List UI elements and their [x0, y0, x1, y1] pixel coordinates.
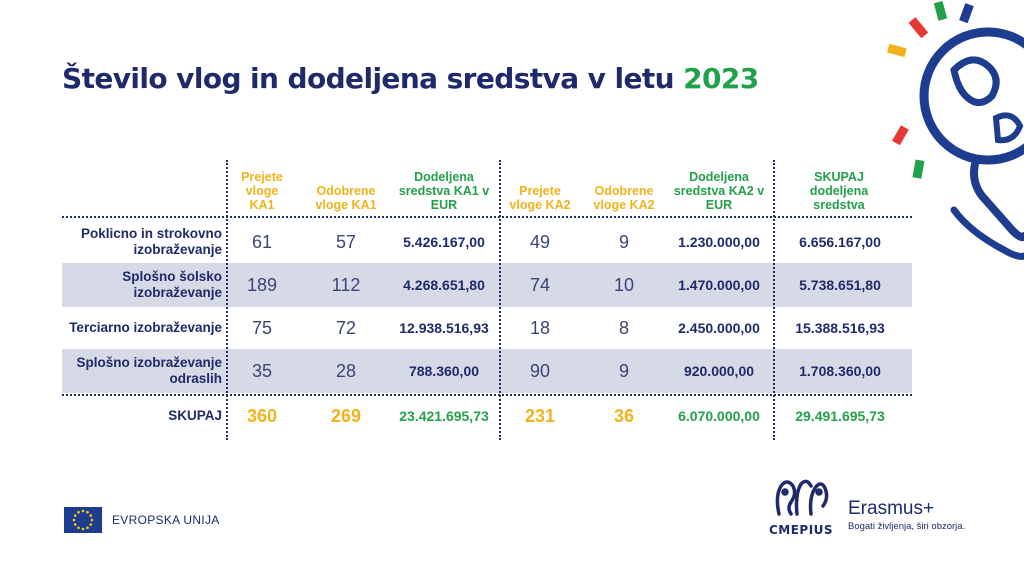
column-divider — [773, 160, 775, 440]
cmepius-wordmark: CMEPIUS — [768, 523, 834, 537]
page-title — [62, 62, 759, 95]
total-cell: 29.491.695,73 — [795, 408, 885, 424]
cmepius-figures-icon — [771, 474, 831, 518]
total-cell: 6.070.000,00 — [678, 408, 760, 424]
cell: 8 — [618, 317, 629, 338]
cell: 9 — [618, 231, 629, 252]
cell: 10 — [613, 274, 635, 295]
total-label: SKUPAJ — [168, 408, 222, 423]
row-label: Terciarno izobraževanje — [69, 320, 222, 335]
total-cell: 23.421.695,73 — [399, 408, 489, 424]
col-header-skupaj: SKUPAJ dodeljena sredstva — [809, 170, 869, 212]
cell: 57 — [335, 231, 357, 252]
cell: 1.470.000,00 — [678, 277, 760, 293]
table-row — [62, 306, 912, 350]
cell: 1.708.360,00 — [799, 363, 881, 379]
cell: 5.426.167,00 — [403, 234, 485, 250]
cell: 5.738.651,80 — [799, 277, 881, 293]
cell: 4.268.651,80 — [403, 277, 485, 293]
cell: 28 — [335, 360, 357, 381]
col-header-odobrene-ka1: Odobrene vloge KA1 — [315, 184, 377, 212]
table-row — [62, 349, 912, 393]
total-cell: 360 — [246, 405, 278, 426]
col-header-prejete-ka2: Prejete vloge KA2 — [509, 184, 571, 212]
cell: 72 — [335, 317, 357, 338]
total-cell: 269 — [330, 405, 362, 426]
total-cell: 231 — [524, 405, 556, 426]
column-divider — [499, 160, 501, 440]
cell: 1.230.000,00 — [678, 234, 760, 250]
cell: 90 — [529, 360, 551, 381]
total-cell: 36 — [613, 405, 635, 426]
row-label: Splošno šolsko izobraževanje — [122, 269, 222, 300]
cell: 75 — [251, 317, 273, 338]
cell: 15.388.516,93 — [795, 320, 885, 336]
col-header-prejete-ka1: Prejete vloge KA1 — [241, 170, 283, 212]
column-divider — [226, 160, 228, 440]
cell: 2.450.000,00 — [678, 320, 760, 336]
title-year: 2023 — [683, 62, 759, 95]
erasmus-name: Erasmus+ — [848, 498, 935, 519]
table-row — [62, 263, 912, 307]
cell: 74 — [529, 274, 551, 295]
row-label: Splošno izobraževanje odraslih — [76, 355, 222, 386]
erasmus-logo — [848, 498, 965, 532]
header-divider — [62, 216, 912, 218]
erasmus-slogan: Bogati življenja, širi obzorja. — [848, 521, 966, 532]
cmepius-logo — [764, 474, 838, 537]
eu-flag-icon — [64, 507, 102, 533]
col-header-odobrene-ka2: Odobrene vloge KA2 — [593, 184, 655, 212]
cell: 18 — [529, 317, 551, 338]
eu-label: EVROPSKA UNIJA — [112, 513, 220, 527]
title-text: Število vlog in dodeljena sredstva v letu — [62, 62, 674, 95]
cell: 6.656.167,00 — [799, 234, 881, 250]
cell: 49 — [529, 231, 551, 252]
cell: 61 — [251, 231, 273, 252]
cell: 35 — [251, 360, 273, 381]
cell: 9 — [618, 360, 629, 381]
cell: 788.360,00 — [408, 363, 480, 379]
eu-logo — [64, 507, 220, 533]
table-row — [62, 220, 912, 264]
cell: 920.000,00 — [683, 363, 755, 379]
col-header-sredstva-ka1: Dodeljena sredstva KA1 v EUR — [398, 170, 490, 212]
cell: 112 — [331, 274, 361, 295]
cell: 12.938.516,93 — [399, 320, 489, 336]
row-label: Poklicno in strokovno izobraževanje — [80, 226, 222, 257]
col-header-sredstva-ka2: Dodeljena sredstva KA2 v EUR — [673, 170, 765, 212]
total-row — [62, 394, 912, 438]
cell: 189 — [246, 274, 278, 295]
